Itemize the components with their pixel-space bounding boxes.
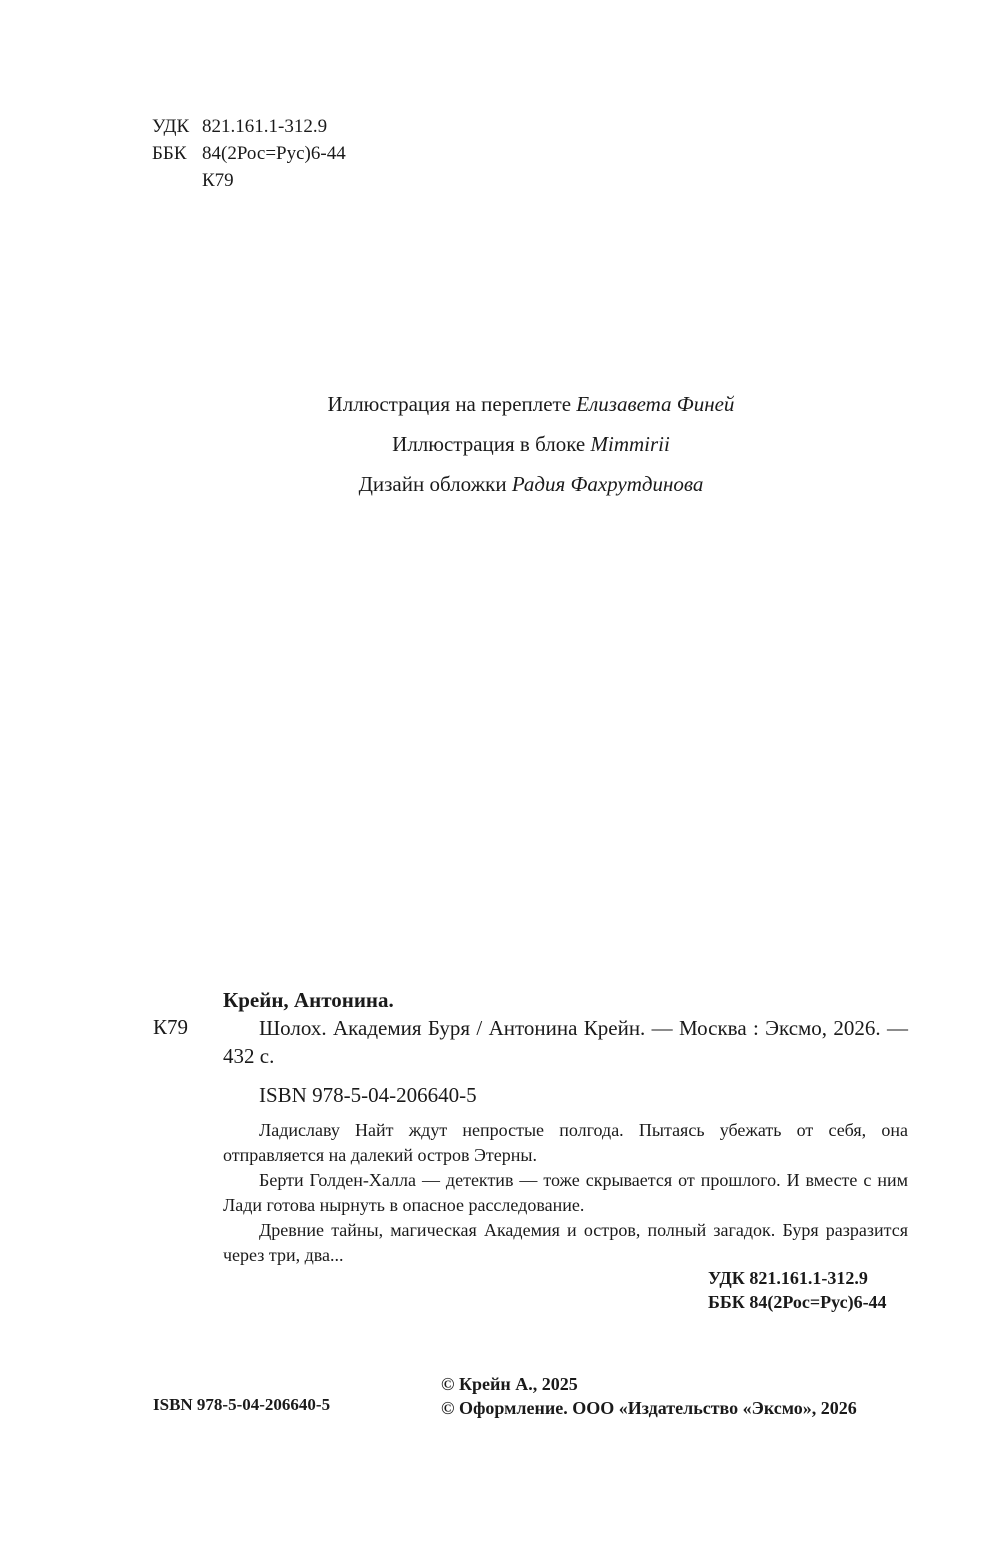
bibliographic-record bbox=[223, 986, 908, 1109]
annotation-paragraph: Древние тайны, магическая Академия и остров, полный загадок. Буря разразится через три, два... bbox=[223, 1220, 908, 1265]
credit-cover-design: Дизайн обложки Радия Фахрутдинова bbox=[358, 472, 704, 496]
udk-row bbox=[152, 113, 346, 140]
udk-value: 821.161.1-312.9 bbox=[202, 116, 328, 137]
credits-block bbox=[0, 384, 1000, 504]
record-author-mark: К79 bbox=[153, 1015, 189, 1039]
record-title: Шолох. Академия Буря / Антонина Крейн. — Москва : Эксмо, 2026. — 432 с. bbox=[223, 1016, 908, 1068]
bottom-bbk: ББК 84(2Рос=Рус)6-44 bbox=[708, 1292, 887, 1312]
annotation-paragraph: Ладиславу Найт ждут непростые полгода. Пытаясь убежать от себя, она отправляется на далекий остров Этерны. bbox=[223, 1120, 908, 1165]
copyright-design: © Оформление. ООО «Издательство «Эксмо», 2026 bbox=[441, 1398, 857, 1418]
copyright-block bbox=[441, 1372, 857, 1420]
annotation bbox=[223, 1118, 908, 1268]
credit-inner-illustration: Иллюстрация в блоке Mimmirii bbox=[392, 432, 670, 456]
record-author: Крейн, Антонина. bbox=[223, 988, 394, 1012]
author-mark-row bbox=[152, 167, 346, 194]
bbk-value: 84(2Рос=Рус)6-44 bbox=[202, 143, 346, 164]
bottom-classification bbox=[708, 1266, 887, 1314]
copyright-author: © Крейн А., 2025 bbox=[441, 1374, 578, 1394]
bbk-row bbox=[152, 140, 346, 167]
classification-codes bbox=[152, 113, 346, 194]
credit-cover-illustration: Иллюстрация на переплете Елизавета Финей bbox=[327, 392, 735, 416]
annotation-paragraph: Берти Голден-Халла — детектив — тоже скрывается от прошлого. И вместе с ним Лади готова нырнуть в опасное расследование. bbox=[223, 1170, 908, 1215]
udk-label: УДК bbox=[152, 116, 190, 137]
bbk-label: ББК bbox=[152, 143, 187, 164]
bottom-udk: УДК 821.161.1-312.9 bbox=[708, 1268, 868, 1288]
record-isbn: ISBN 978-5-04-206640-5 bbox=[259, 1083, 477, 1107]
author-mark: К79 bbox=[202, 170, 234, 191]
bottom-isbn: ISBN 978-5-04-206640-5 bbox=[153, 1395, 331, 1414]
